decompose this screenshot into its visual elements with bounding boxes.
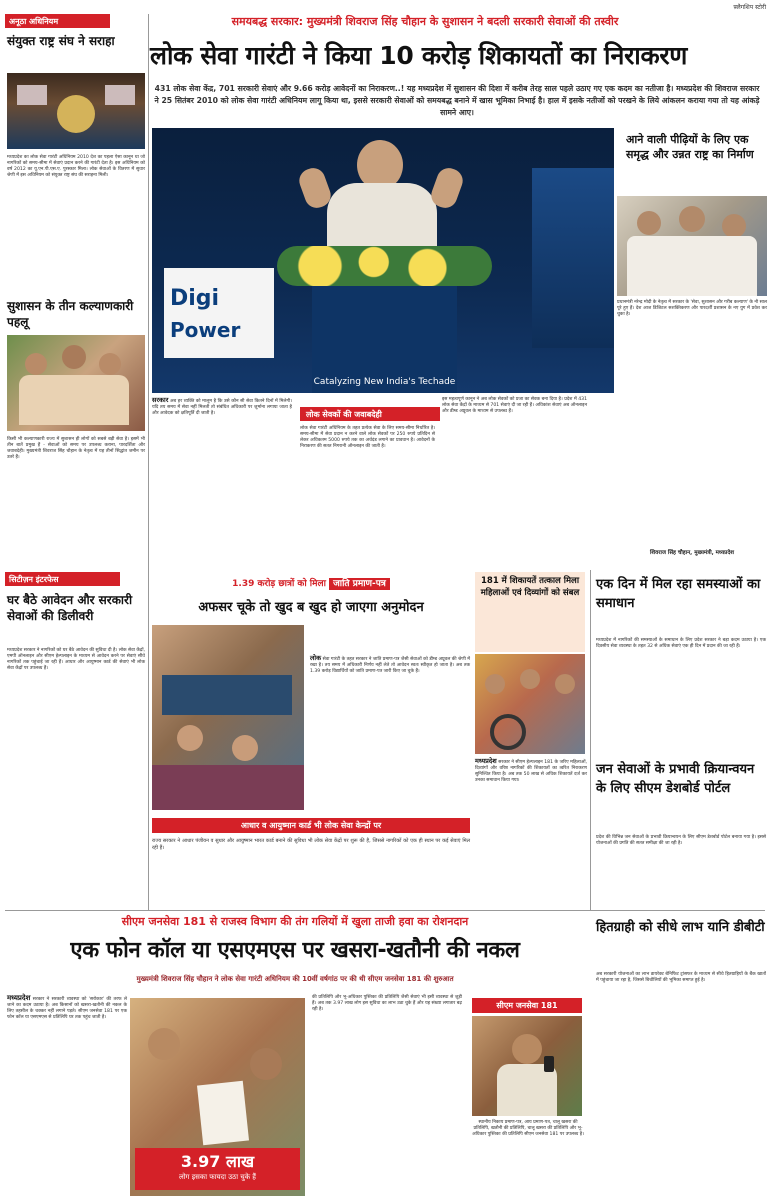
aadhaar-tab: आधार व आयुष्मान कार्ड भी लोक सेवा केन्द्रों पर bbox=[152, 818, 470, 833]
un-assembly-photo bbox=[7, 73, 145, 149]
main-deck: 431 लोक सेवा केंद्र, 701 सरकारी सेवाएं और 9.66 करोड़ आवेदनों का निराकरण..! यह मध्यप्रदेश में सुशासन की दिशा में करीब तेरह साल पहले उठाए गए एक कदम का नतीजा है। मध्यप्रदेश की शिवराज सरकार ने 25 सितंबर 2010 को लोक सेवा गारंटी अधिनियम लागू किया था, इससे सरकारी सेवाओं को समयबद्ध बनाने में खास भूमिका निभाई है। हाल में इसके नतीजों को परखने के लिये आंकलन कराया गया तो यह आंकड़े सामने आए। bbox=[154, 84, 760, 117]
right-text-2: मध्यप्रदेश में नागरिकों की समस्याओं के समाधान के लिए प्रदेश सरकार ने बड़ा कदम उठाया है। एक दिवसीय सेवा व्यवस्था के तहत 32 से अधिक सेवाएं एक ही दिन में प्रदान की जा रही हैं। bbox=[596, 638, 766, 649]
mid-box-body: सरकार ने सीएम हेल्पलाइन 181 के जरिए महिलाओं, दिव्यांगों और वरिष्ठ नागरिकों की शिकायतों का त्वरित निराकरण सुनिश्चित किया है। अब तक 50 लाख से अधिक शिकायतें दर्ज कर उनका समाधान किया गया। bbox=[475, 760, 587, 783]
photo-word-1: Digi bbox=[170, 286, 220, 311]
mobile-phone-icon bbox=[544, 1056, 554, 1072]
mid-red-text: 1.39 करोड़ छात्रों को मिला bbox=[232, 579, 326, 589]
cm-jansewa-caption: स्थानीय निकाय प्रमाण-पत्र, आय प्रमाण-पत्र, चालू खसरा की प्रतिलिपि, खतौनी की प्रतिलिपि, चालू खसरा की प्रतिलिपि और भू-अधिकार पुस्तिका की प्रतिलिपि सीएम जनसेवा 181 पर उपलब्ध है। bbox=[472, 1120, 584, 1137]
wheelchair-wheel bbox=[490, 714, 526, 750]
left-heading-2: सुशासन के तीन कल्याणकारी पहलू bbox=[7, 299, 134, 329]
left-text-1: मध्यप्रदेश का लोक सेवा गारंटी अधिनियम 2010 देश का पहला ऐसा कानून था जो नागरिकों को समय-सीमा में सेवाएं प्रदान करने की गारंटी देता है। इस अधिनियम को वर्ष 2012 का यू.एन.पी.एस.ए. पुरस्कार मिला। लोक सेवाओं के वितरण में सुधार श्रेणी में इस अधिनियम को संयुक्त राष्ट्र संघ की सराहना मिली। bbox=[7, 155, 145, 178]
bottom-kicker: सीएम जनसेवा 181 से राजस्व विभाग की तंग गलियों में खुला ताजी हवा का रोशनदान bbox=[121, 915, 469, 928]
crowd-bodies bbox=[627, 236, 757, 296]
land-record-document bbox=[197, 1081, 249, 1145]
office-photo bbox=[152, 625, 304, 810]
bottom-divider bbox=[5, 910, 765, 911]
mid-text-d-lead: लोक bbox=[310, 654, 322, 662]
complaints-box bbox=[475, 572, 585, 652]
office-foreground bbox=[152, 765, 304, 810]
mid-text-a bbox=[152, 397, 292, 557]
flower-arrangement bbox=[277, 246, 492, 286]
mid-box-lead: मध्यप्रदेश bbox=[475, 757, 497, 765]
left-heading-3: घर बैठे आवेदन और सरकारी सेवाओं की डिलीवरी bbox=[7, 593, 133, 623]
cm-jansewa-tab: सीएम जनसेवा 181 bbox=[472, 998, 582, 1013]
mid-text-c: इस महत्वपूर्ण कानून ने अब लोक सेवकों को प्रजा का सेवक बना दिया है। प्रदेश में 431 लोक सेवा केंद्रों के माध्यम से 701 सेवाएं दी जा रही हैं। अधिकांश सेवाएं अब ऑनलाइन और डीम्ड अप्रूवल के माध्यम से उपलब्ध हैं। bbox=[442, 397, 587, 414]
crowd-person-3 bbox=[722, 214, 746, 238]
bottom-headline: एक फोन कॉल या एसएमएस पर खसरा-खतौनी की नकल bbox=[70, 938, 520, 963]
office-monitors bbox=[162, 675, 292, 715]
mid-headline-deemed: अफसर चूके तो खुद ब खुद हो जाएगा अनुमोदन bbox=[198, 600, 424, 615]
office-person-2 bbox=[232, 735, 258, 761]
un-emblem bbox=[57, 95, 95, 133]
right-heading-3: जन सेवाओं के प्रभावी क्रियान्वयन के लिए सीएम डेशबोर्ड पोर्टल bbox=[596, 762, 755, 796]
women-person-2 bbox=[520, 669, 540, 689]
kicker-rest: : मुख्यमंत्री शिवराज सिंह चौहान के सुशासन ने बदली सरकारी सेवाओं की तस्वीर bbox=[298, 15, 619, 28]
kicker-red: समयबद्ध सरकार bbox=[231, 15, 299, 28]
bottom-deck: मुख्यमंत्री शिवराज सिंह चौहान ने लोक सेवा गारंटी अधिनियम की 10वीं वर्षगांठ पर की थी सीएम जनसेवा 181 की शुरुआत bbox=[136, 975, 454, 983]
column-rule-left bbox=[148, 14, 149, 910]
right-heading-1: आने वाली पीढ़ियों के लिए एक समृद्ध और उन्नत राष्ट्र का निर्माण bbox=[626, 133, 754, 161]
mid-red-highlight: जाति प्रमाण-पत्र bbox=[329, 578, 390, 590]
person-2 bbox=[62, 345, 86, 369]
right-text-3: प्रदेश की विभिन्न जन सेवाओं के प्रभावी क्रियान्वयन के लिए सीएम डेशबोर्ड पोर्टल बनाया गया है। इससे योजनाओं की प्रगति की सतत समीक्षा की जा रही है। bbox=[596, 835, 766, 846]
person-3 bbox=[99, 353, 121, 375]
left-heading-1: संयुक्त राष्ट्र संघ ने सराहा bbox=[7, 34, 115, 48]
family-photo bbox=[7, 335, 145, 431]
women-person-3 bbox=[555, 674, 575, 694]
farmer-2 bbox=[250, 1048, 282, 1080]
family-bodies bbox=[19, 375, 129, 425]
right-text-4: अब सरकारी योजनाओं का लाभ डायरेक्ट बेनिफिट ट्रांसफर के माध्यम से सीधे हितग्राहियों के बैंक खातों में पहुंचाया जा रहा है, जिससे बिचौलियों की भूमिका समाप्त हुई है। bbox=[596, 972, 766, 983]
phone-user-head bbox=[512, 1034, 542, 1064]
photo-screen-a bbox=[17, 85, 47, 105]
photo-screen-right bbox=[532, 168, 614, 348]
photo-word-2: Power bbox=[170, 318, 241, 342]
main-headline: लोक सेवा गारंटी ने किया 10 करोड़ शिकायतों का निराकरण bbox=[150, 41, 688, 70]
crowd-person-1 bbox=[637, 211, 661, 235]
stat-banner bbox=[135, 1148, 300, 1190]
mid-text-a-body: अब हर व्यक्ति को मालूम है कि उसे कौन सी सेवा कितने दिनों में मिलेगी। यदि तय समय में सेवा नहीं मिलती तो संबंधित अधिकारी पर जुर्माना लगाया जाता है और आवेदक को क्षतिपूर्ति दी जाती है। bbox=[152, 399, 292, 416]
office-person-1 bbox=[177, 725, 203, 751]
stat-value: 3.97 लाख bbox=[180, 1152, 255, 1171]
right-heading-2: एक दिन में मिल रहा समस्याओं का समाधान bbox=[596, 577, 761, 611]
main-photo bbox=[152, 128, 614, 393]
complaints-box-heading: 181 में शिकायतें तत्काल मिला महिलाओं एवं दिव्यांगों को संबल bbox=[480, 576, 580, 598]
photo-screen-b bbox=[105, 85, 135, 105]
mid-tab-accountability: लोक सेवकों की जवाबदेही bbox=[300, 407, 440, 421]
bottom-text-lead: मध्यप्रदेश bbox=[7, 994, 31, 1002]
stat-subtitle: लोग इसका फायदा उठा चुके हैं bbox=[178, 1173, 257, 1181]
mid-text-a-lead: सरकार bbox=[152, 396, 169, 404]
right-text-1: प्रधानमंत्री नरेन्द्र मोदी के नेतृत्व में सरकार के 'सेवा, सुशासन और गरीब कल्याण' के नौ साल पूरे हुए हैं। देश आज डिजिटल सशक्तिकरण और पारदर्शी प्रशासन के नए युग में प्रवेश कर चुका है। bbox=[617, 300, 767, 317]
farmer-1 bbox=[148, 1028, 180, 1060]
mid-red-headline bbox=[152, 576, 470, 592]
page-label: फ़्लैगशिप स्टोरी bbox=[733, 4, 766, 11]
crowd-person-2 bbox=[679, 206, 705, 232]
bottom-text-2: की प्रतिलिपि और भू-अधिकार पुस्तिका की प्रतिलिपि जैसी सेवाएं भी इसी व्यवस्था से जुड़ी हैं। अब तक 3.97 लाख लोग इस सुविधा का लाभ उठा चुके हैं और यह संख्या लगातार बढ़ रही है। bbox=[312, 995, 462, 1012]
photo-screen-left bbox=[164, 268, 274, 358]
women-person-1 bbox=[485, 674, 505, 694]
bottom-text-1-body: सरकार ने सरकारी व्यवस्था को 'सरोकार' की तरफ ले जाने का कदम उठाया है। अब किसानों को खसरा-खतौनी की नकल के लिए तहसील के चक्कर नहीं लगाने पड़ते। सीएम जनसेवा 181 पर एक फोन कॉल या एसएमएस से प्रतिलिपि घर तक पहुंच जाती है। bbox=[7, 997, 127, 1020]
women-divyang-photo bbox=[475, 654, 585, 754]
right-heading-4: हितग्राही को सीधे लाभ यानि डीबीटी bbox=[596, 920, 765, 935]
farmers-photo bbox=[130, 998, 305, 1196]
mid-text-d bbox=[310, 655, 470, 815]
column-rule-right bbox=[590, 570, 591, 910]
person-1 bbox=[25, 353, 47, 375]
photo-banner-text: Catalyzing New India's Techade bbox=[313, 377, 456, 387]
bottom-text-1 bbox=[7, 995, 127, 1195]
phone-user-photo bbox=[472, 1016, 582, 1116]
left-text-3: मध्यप्रदेश सरकार ने नागरिकों को घर बैठे आवेदन की सुविधा दी है। लोक सेवा केंद्रों, एमपी ऑनलाइन और सीएम हेल्पलाइन के माध्यम से आवेदन करने पर सेवाएं सीधे नागरिकों तक पहुंचाई जा रही हैं। आधार और आयुष्मान कार्ड की सेवाएं भी लोक सेवा केंद्रों पर उपलब्ध हैं। bbox=[7, 648, 145, 671]
quote-attribution: शिवराज सिंह चौहान, मुख्यमंत्री, मध्यप्रदेश bbox=[650, 550, 734, 556]
aadhaar-text: राज्य सरकार ने आधार पंजीयन व सुधार और आयुष्मान भारत कार्ड बनाने की सुविधा भी लोक सेवा केंद्रों पर शुरू की है, जिससे नागरिकों को एक ही स्थान पर कई सेवाएं मिल रही हैं। bbox=[152, 838, 470, 851]
left-tab-1: अनूठा अधिनियम bbox=[5, 14, 110, 28]
mid-text-d-body: सेवा गारंटी के तहत सरकार ने जाति प्रमाण-पत्र जैसी सेवाओं को डीम्ड अप्रूवल की श्रेणी में रखा है। तय समय में अधिकारी निर्णय नहीं लेते तो आवेदन स्वतः स्वीकृत हो जाता है। अब तक 1.39 करोड़ विद्यार्थियों को जाति प्रमाण-पत्र जारी किए जा चुके हैं। bbox=[310, 657, 471, 674]
mid-text-box bbox=[475, 758, 587, 908]
left-text-2: किसी भी कल्याणकारी राज्य में सुशासन ही लोगों को सबसे बड़ी सेवा है। इसमें भी तीन बातें प्रमुख हैं - सेवाओं को समय पर उपलब्ध कराना, पारदर्शिता और जवाबदेही। मुख्यमंत्री शिवराज सिंह चौहान के नेतृत्व में यह तीनों सिद्धांत जमीन पर उतरे हैं। bbox=[7, 437, 145, 460]
pm-crowd-photo bbox=[617, 196, 767, 296]
top-kicker bbox=[165, 14, 685, 34]
left-tab-2: सिटीज़न इंटरफेस bbox=[5, 572, 120, 586]
mid-text-b: लोक सेवा गारंटी अधिनियम के तहत प्रत्येक सेवा के लिए समय-सीमा निर्धारित है। समय-सीमा में सेवा प्रदान न करने वाले लोक सेवकों पर 250 रुपये प्रतिदिन से लेकर अधिकतम 5000 रुपये तक का अर्थदंड लगाने का प्रावधान है। आवेदनों के निराकरण की सतत निगरानी ऑनलाइन की जाती है। bbox=[300, 426, 435, 449]
